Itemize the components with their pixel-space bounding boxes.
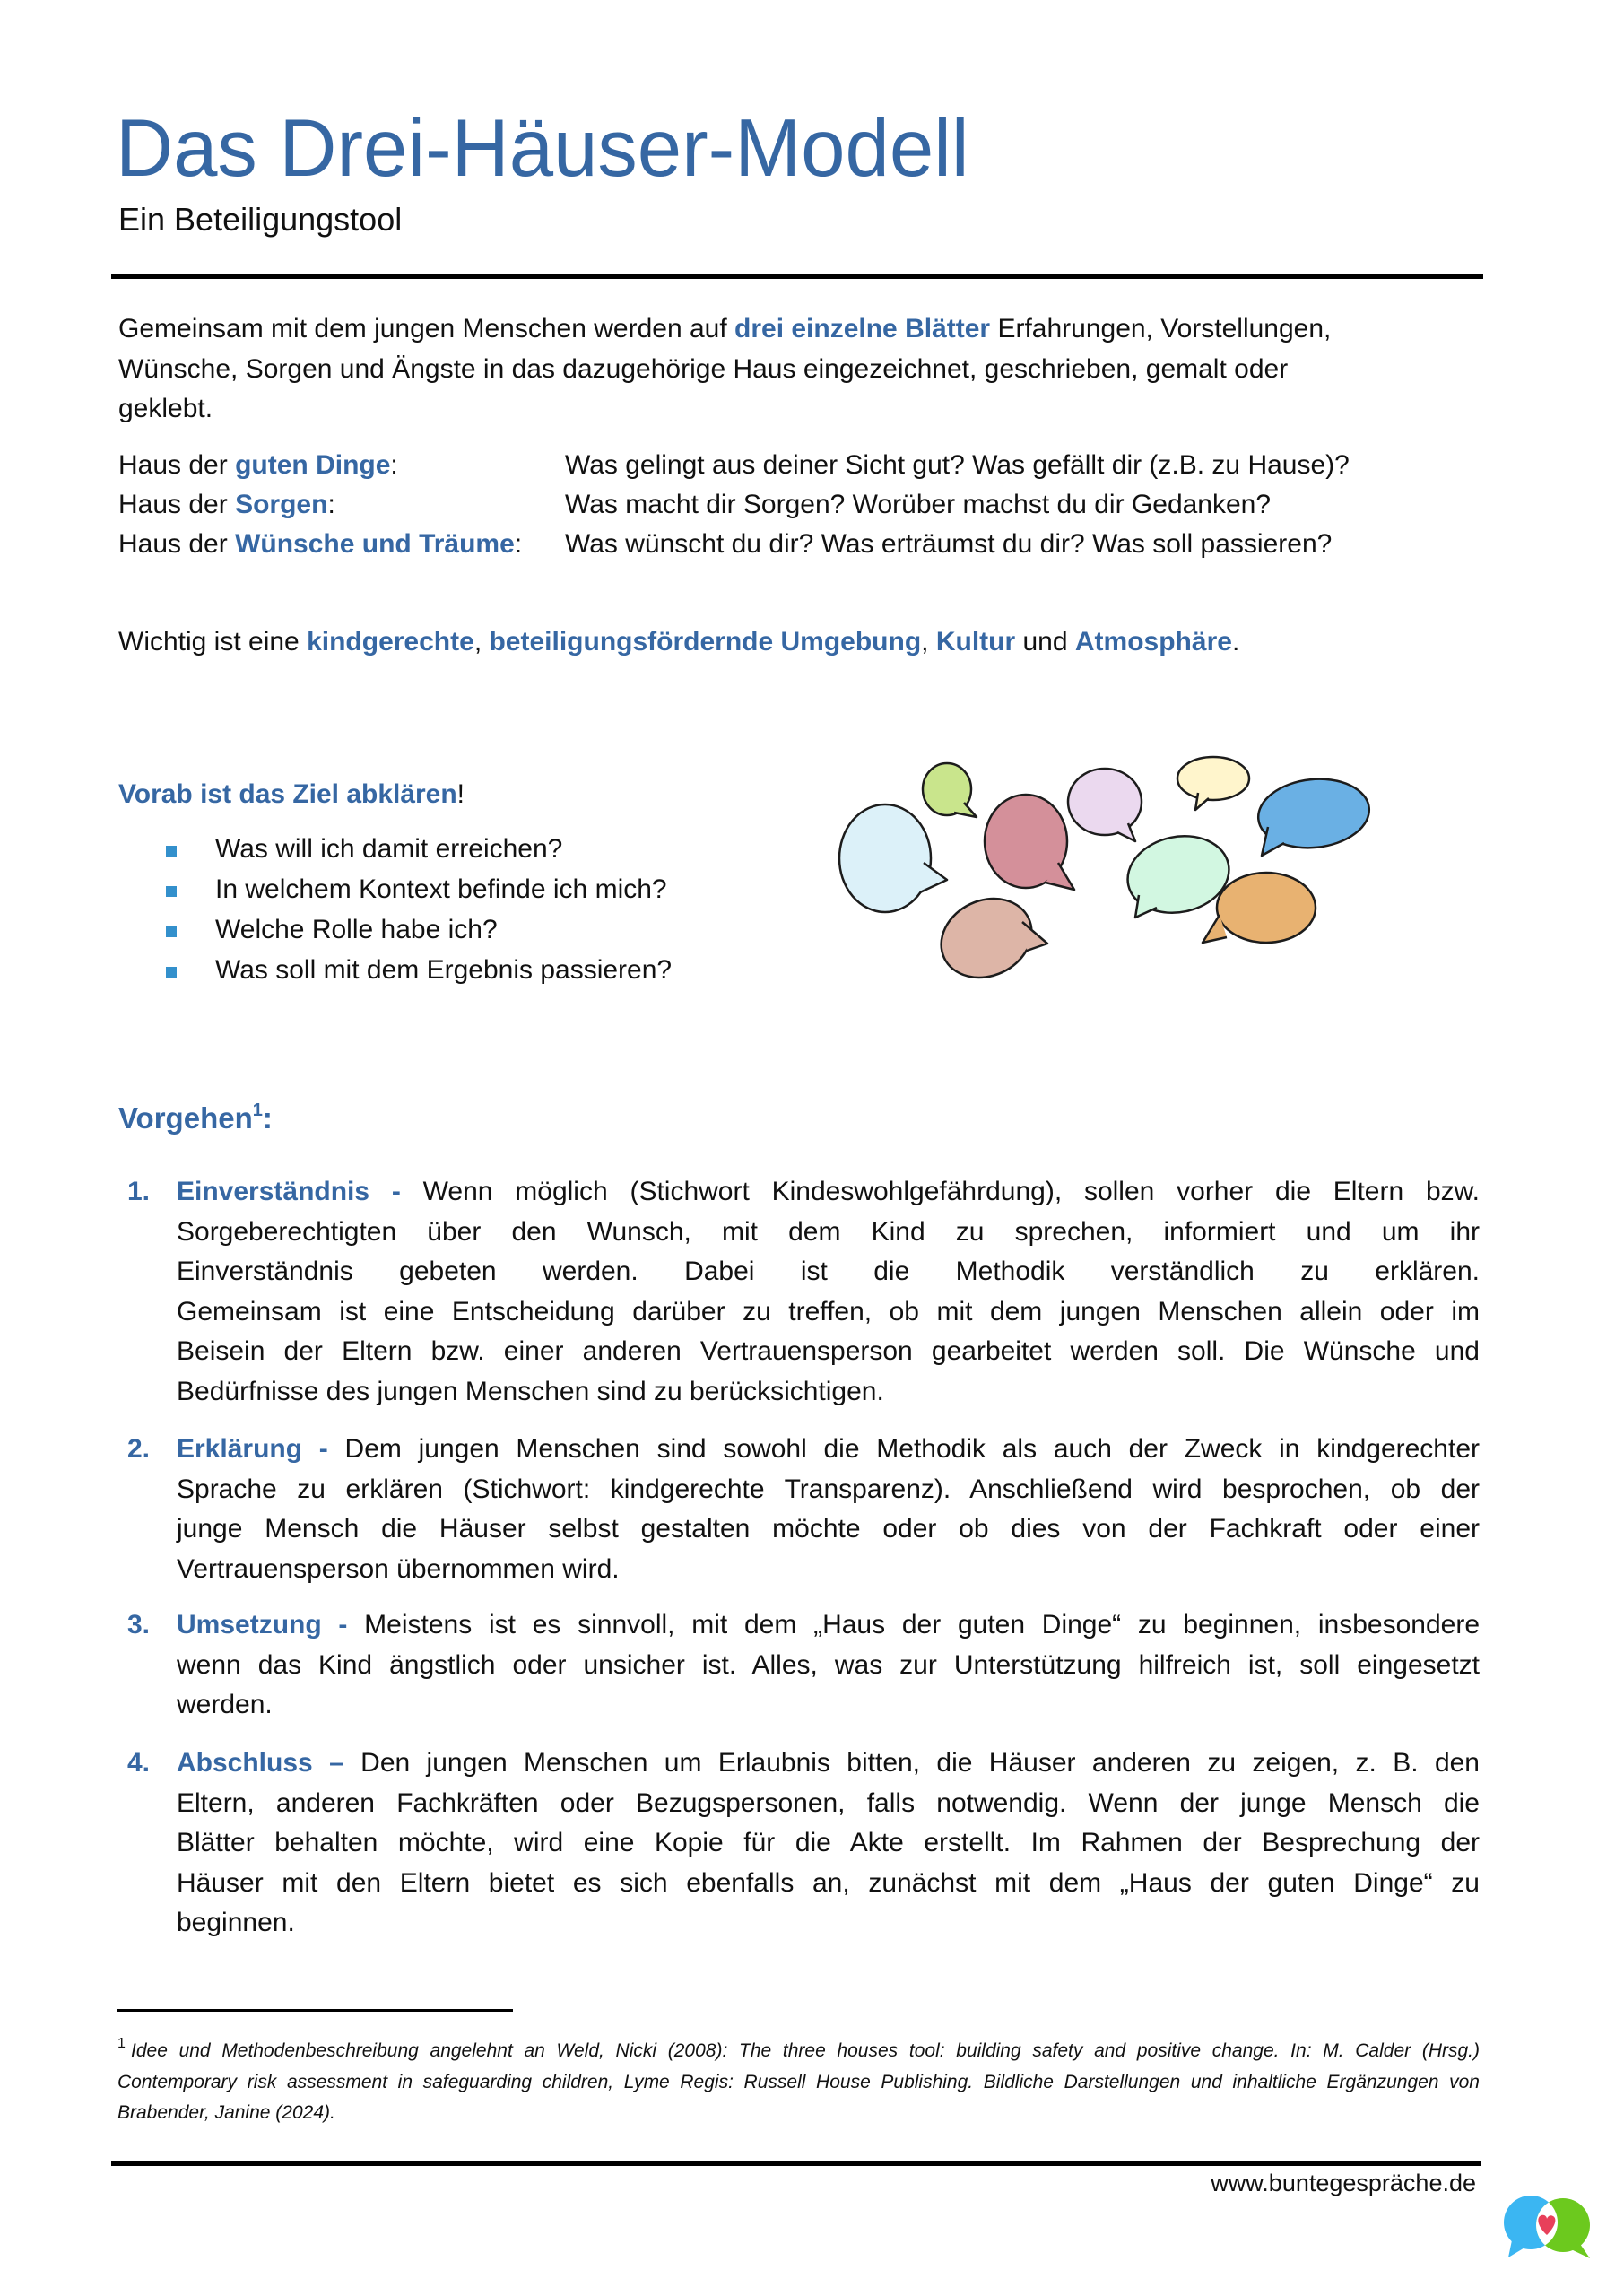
step-line-text: Einverständnis gebeten werden. Dabei ist die Methodik verständlich zu erklären. bbox=[177, 1257, 1480, 1287]
footnote-text: Brabender, Janine (2024). bbox=[117, 2102, 335, 2123]
step-line bbox=[177, 1784, 1480, 1824]
intro-text: Wünsche, Sorgen und Ängste in das dazugehörige Haus eingezeichnet, geschrieben, gemalt oder bbox=[118, 353, 1289, 384]
step-line bbox=[177, 1509, 1480, 1550]
house-prefix: Haus der bbox=[118, 529, 236, 559]
bubble-body bbox=[1177, 757, 1249, 800]
house-questions: Was wünscht du dir? Was erträumst du dir? Was soll passieren? bbox=[565, 529, 1333, 559]
intro-text: geklebt. bbox=[118, 394, 213, 424]
intro-line bbox=[118, 350, 1481, 390]
goal-text: Was soll mit dem Ergebnis passieren? bbox=[215, 955, 673, 985]
important-term: Kultur bbox=[935, 627, 1016, 657]
step-line bbox=[177, 1823, 1480, 1864]
highlight-text: drei einzelne Blätter bbox=[734, 314, 991, 344]
step-line bbox=[177, 1292, 1480, 1333]
goal-item bbox=[118, 951, 746, 991]
step-line bbox=[177, 1470, 1480, 1510]
speech-bubble-icon bbox=[928, 884, 1047, 992]
step-line bbox=[177, 1550, 1480, 1590]
step-label: Einverständnis - bbox=[177, 1177, 401, 1206]
intro-text: Gemeinsam mit dem jungen Menschen werden auf bbox=[118, 314, 735, 344]
house-row bbox=[118, 446, 1481, 485]
step-line-text: beginnen. bbox=[177, 1908, 295, 1938]
house-name: Wünsche und Träume bbox=[235, 529, 515, 559]
step-line-text: wenn das Kind ängstlich oder unsicher ist. Alles, was zur Unterstützung hilfreich ist, soll eingesetzt bbox=[177, 1649, 1480, 1680]
footnote-text: Idee und Methodenbeschreibung angelehnt an Weld, Nicki (2008): The three houses tool: building safety and positive change. In: M. Calder (Hrsg.) bbox=[131, 2040, 1480, 2061]
house-suffix: : bbox=[390, 450, 398, 480]
step-line-text: Den jungen Menschen um Erlaubnis bitten, die Häuser anderen zu zeigen, z. B. den bbox=[343, 1748, 1480, 1778]
step-line-text: Dem jungen Menschen sind sowohl die Methodik als auch der Zweck in kindgerechter bbox=[327, 1434, 1480, 1464]
goal-item bbox=[118, 830, 746, 870]
step-text bbox=[177, 1172, 1480, 1413]
house-row bbox=[118, 485, 1481, 525]
goal-item bbox=[118, 910, 746, 951]
bubble-body bbox=[1068, 769, 1142, 835]
step-line-text: Vertrauensperson übernommen wird. bbox=[177, 1553, 620, 1584]
important-term: Atmosphäre bbox=[1074, 627, 1232, 657]
house-prefix: Haus der bbox=[118, 490, 236, 519]
step-line bbox=[177, 1430, 1480, 1470]
important-sentence bbox=[118, 622, 1481, 663]
square-bullet-icon bbox=[166, 926, 177, 937]
procedure-heading bbox=[118, 1098, 273, 1138]
important-term: kindgerechte bbox=[307, 627, 474, 657]
goal-item bbox=[118, 870, 746, 910]
footnote-text: Contemporary risk assessment in safeguarding children, Lyme Regis: Russell House Publishing. Bildliche Darstellungen und inhaltliche Ergänzungen von bbox=[117, 2071, 1480, 2092]
square-bullet-icon bbox=[166, 846, 177, 857]
speech-bubbles-illustration bbox=[825, 744, 1381, 996]
footer-divider bbox=[111, 2161, 1481, 2166]
header-divider bbox=[111, 274, 1483, 279]
intro-text: Erfahrungen, Vorstellungen, bbox=[990, 314, 1332, 344]
procedure-heading-suffix: : bbox=[262, 1101, 273, 1135]
step-line bbox=[177, 1903, 1480, 1944]
page-subtitle: Ein Beteiligungstool bbox=[118, 201, 403, 238]
house-suffix: : bbox=[514, 529, 523, 559]
step-line-text: Eltern, anderen Fachkräften oder Bezugspersonen, falls notwendig. Wenn der junge Mensch die bbox=[177, 1787, 1480, 1818]
step-number: 3. bbox=[127, 1610, 151, 1639]
important-prefix: Wichtig ist eine bbox=[118, 627, 308, 657]
house-prefix: Haus der bbox=[118, 450, 236, 480]
goal-text: In welchem Kontext befinde ich mich? bbox=[215, 874, 667, 904]
step-line bbox=[177, 1252, 1480, 1292]
step-line-text: werden. bbox=[177, 1690, 273, 1720]
separator: , bbox=[921, 627, 936, 657]
separator: und bbox=[1015, 627, 1075, 657]
footnote bbox=[117, 2036, 1480, 2129]
step-text bbox=[177, 1430, 1480, 1589]
house-questions: Was macht dir Sorgen? Worüber machst du dir Gedanken? bbox=[565, 490, 1272, 519]
website-link[interactable]: www.buntegespräche.de bbox=[1211, 2170, 1476, 2196]
house-row bbox=[118, 525, 1481, 564]
intro-paragraph bbox=[118, 309, 1481, 430]
step-line bbox=[177, 1646, 1480, 1686]
step-line-text: Blätter behalten möchte, wird eine Kopie für die Akte erstellt. Im Rahmen der Besprechung der bbox=[177, 1828, 1480, 1858]
house-name: guten Dinge bbox=[235, 450, 391, 480]
step-line bbox=[177, 1213, 1480, 1253]
step-line bbox=[177, 1605, 1480, 1646]
square-bullet-icon bbox=[166, 886, 177, 897]
step-line bbox=[177, 1864, 1480, 1904]
step-line-text: Beisein der Eltern bzw. einer anderen Vertrauensperson gearbeitet werden soll. Die Wünsche und bbox=[177, 1336, 1480, 1367]
houses-list bbox=[118, 446, 1481, 564]
step-line-text: Sorgeberechtigten über den Wunsch, mit dem Kind zu sprechen, informiert und um ihr bbox=[177, 1216, 1480, 1247]
step-label: Erklärung - bbox=[177, 1434, 328, 1464]
step-line bbox=[177, 1685, 1480, 1726]
step-line-text: Häuser mit den Eltern bietet es sich ebenfalls an, zunächst mit dem „Haus der guten Dinge“ zu bbox=[177, 1867, 1480, 1898]
separator: , bbox=[473, 627, 490, 657]
step-line-text: Sprache zu erklären (Stichwort: kindgerechte Transparenz). Anschließend wird besprochen, ob der bbox=[177, 1474, 1480, 1504]
footnote-marker: 1 bbox=[117, 2036, 126, 2051]
bunte-gespraeche-logo-icon bbox=[1499, 2192, 1593, 2262]
important-term: beteiligungsfördernde Umgebung bbox=[489, 627, 922, 657]
speech-bubble-icon bbox=[985, 795, 1074, 890]
square-bullet-icon bbox=[166, 967, 177, 978]
bubble-body bbox=[839, 804, 931, 912]
step-line bbox=[177, 1332, 1480, 1372]
house-name: Sorgen bbox=[235, 490, 328, 519]
step-text bbox=[177, 1605, 1480, 1726]
speech-bubble-icon bbox=[1255, 774, 1372, 856]
house-questions: Was gelingt aus deiner Sicht gut? Was gefällt dir (z.B. zu Hause)? bbox=[565, 450, 1350, 480]
intro-line bbox=[118, 389, 1481, 430]
goal-text: Was will ich damit erreichen? bbox=[215, 834, 563, 864]
footnote-reference[interactable]: 1 bbox=[252, 1100, 263, 1120]
step-number: 4. bbox=[127, 1748, 151, 1778]
intro-line bbox=[118, 309, 1481, 350]
important-suffix: . bbox=[1231, 627, 1240, 657]
step-line-text: Meistens ist es sinnvoll, mit dem „Haus der guten Dinge“ zu beginnen, insbesondere bbox=[347, 1610, 1481, 1639]
speech-bubble-icon bbox=[1068, 769, 1142, 841]
speech-bubble-icon bbox=[923, 763, 977, 817]
speech-bubble-group bbox=[839, 757, 1373, 992]
step-label: Abschluss – bbox=[177, 1748, 344, 1778]
bubble-body bbox=[1217, 873, 1316, 943]
step-line-text: Gemeinsam ist eine Entscheidung darüber zu treffen, ob mit dem jungen Menschen allein oder im bbox=[177, 1296, 1480, 1326]
step-text bbox=[177, 1744, 1480, 1944]
step-line-text: Bedürfnisse des jungen Menschen sind zu berücksichtigen. bbox=[177, 1376, 884, 1406]
procedure-heading-text: Vorgehen bbox=[118, 1101, 253, 1135]
speech-bubble-icon bbox=[839, 804, 947, 912]
page-title: Das Drei-Häuser-Modell bbox=[116, 103, 969, 194]
goals-list bbox=[118, 830, 746, 991]
goals-heading-suffix: ! bbox=[456, 779, 465, 809]
step-number: 2. bbox=[127, 1434, 151, 1464]
goal-text: Welche Rolle habe ich? bbox=[215, 915, 498, 944]
step-line-text: junge Mensch die Häuser selbst gestalten möchte oder ob dies von der Fachkraft oder einer bbox=[177, 1514, 1480, 1544]
footnote-separator bbox=[117, 2009, 513, 2012]
step-line bbox=[177, 1744, 1480, 1784]
goals-heading-text: Vorab ist das Ziel abklären bbox=[118, 779, 457, 809]
footnote-line bbox=[117, 2098, 1480, 2129]
footnote-line bbox=[117, 2036, 1480, 2067]
footnote-line bbox=[117, 2067, 1480, 2099]
step-number: 1. bbox=[127, 1177, 151, 1206]
goals-heading bbox=[118, 775, 465, 815]
step-line bbox=[177, 1372, 1480, 1413]
house-suffix: : bbox=[327, 490, 335, 519]
step-line-text: Wenn möglich (Stichwort Kindeswohlgefährdung), sollen vorher die Eltern bzw. bbox=[400, 1177, 1480, 1206]
speech-bubble-icon bbox=[1177, 757, 1249, 810]
step-line bbox=[177, 1172, 1480, 1213]
step-label: Umsetzung - bbox=[177, 1610, 348, 1639]
